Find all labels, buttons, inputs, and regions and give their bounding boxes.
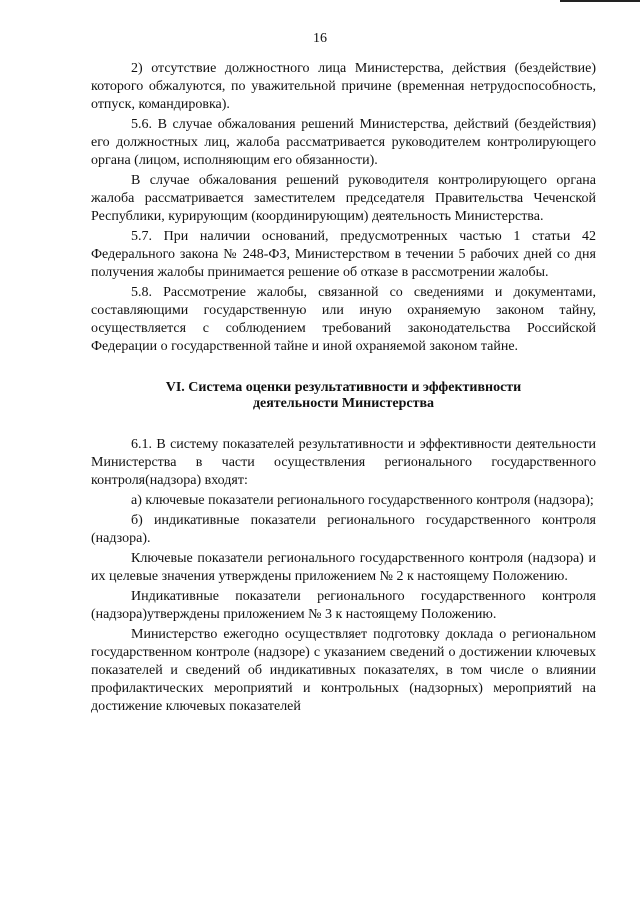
paragraph-5-8: 5.8. Рассмотрение жалобы, связанной со сведениями и документами, составляющими государственную или иную охраняемую законом тайну, осуществляется с соблюдением требований законодательства Российской Федерации о государственной тайне и иной охраняемой законом тайне. (91, 285, 596, 354)
page-number: 16 (313, 31, 327, 46)
paragraph-6-1: 6.1. В систему показателей результативности и эффективности деятельности Министерства в части осуществления регионального государственного контроля(надзора) входят: (91, 437, 596, 488)
section-heading-vi (91, 380, 596, 412)
paragraph-head-complaint: В случае обжалования решений руководителя контролирующего органа жалоба рассматривается заместителем председателя Правительства Чеченской Республики, курирующим (координирующим) деятельность Министерства. (91, 173, 596, 224)
list-item-b: б) индикативные показатели регионального государственного контроля (надзора). (91, 513, 596, 546)
paragraph-key-indicators: Ключевые показатели регионального государственного контроля (надзора) и их целевые значения утверждены приложением № 2 к настоящему Положению. (91, 551, 596, 584)
list-item-a: а) ключевые показатели регионального государственного контроля (надзора); (131, 493, 594, 508)
document-body (91, 60, 596, 718)
section-heading-line-1: VI. Система оценки результативности и эффективности (165, 380, 522, 395)
paragraph-5-7: 5.7. При наличии оснований, предусмотренных частью 1 статьи 42 Федерального закона № 248-ФЗ, Министерством в течении 5 рабочих дней со дня получения жалобы принимается решение об отказе в рассмотрении жалобы. (91, 229, 596, 280)
paragraph-5-6: 5.6. В случае обжалования решений Министерства, действий (бездействия) его должностных лиц, жалоба рассматривается руководителем контролирующего органа (лицом, исполняющим его обязанности). (91, 117, 596, 168)
paragraph-absence-reason: 2) отсутствие должностного лица Министерства, действия (бездействие) которого обжалуются, по уважительной причине (временная нетрудоспособность, отпуск, командировка). (91, 61, 596, 112)
top-edge-line (560, 0, 640, 2)
section-heading-line-2: деятельности Министерства (252, 396, 435, 411)
paragraph-annual-report: Министерство ежегодно осуществляет подготовку доклада о региональном государственном контроле (надзоре) с указанием сведений о достижении ключевых показателей и сведений об индикативных показателях, в том числе о влиянии профилактических мероприятий и контрольных (надзорных) мероприятий на достижение ключевых показателей (91, 627, 596, 714)
paragraph-indicative-indicators: Индикативные показатели регионального государственного контроля (надзора)утверждены приложением № 3 к настоящему Положению. (91, 589, 596, 622)
